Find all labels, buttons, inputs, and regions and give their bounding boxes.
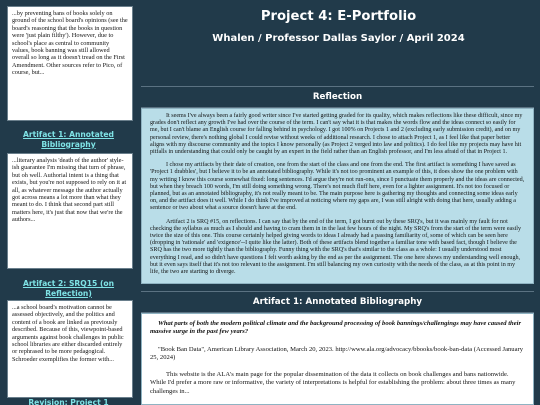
preview-text: ...literary analysis 'death of the author' style-ish guarantee I'm missing that turn of phrase, but oh well. Authorial intent is a thing that exists, but you're not supposed to rely on it at all, as whatever message the author actually got across means a lot more than what they meant to do. I think that second part still matters here, it's just that now that we're the authors... (12, 157, 127, 224)
sidebar (0, 0, 137, 405)
reflection-section (141, 108, 534, 284)
page-subtitle: Whalen / Professor Dallas Saylor / April 2024 (212, 33, 465, 44)
main-content (137, 0, 540, 405)
citation: "Book Ban Data", American Library Association, March 20, 2023. http://www.ala.org/advocacy/bbooks/book-ban-data (Accessed January 25, 2024) (150, 345, 524, 361)
preview-card-artifact-1 (7, 153, 133, 269)
preview-card-project-1 (7, 6, 133, 121)
artifact-1-section (141, 313, 534, 405)
preview-text: ...by preventing bans of books solely on ground of the school board's opinions (see the board's reasoning that the books in question were 'just plain filthy'). However, due to school's place as central to community values, book banning was still allowed overall so long as it doesn't tread on the First Amendment. Other sources refer to Pico, of course, but... (12, 10, 128, 77)
link-revision-project-1[interactable]: Revision: Project 1 (28, 398, 109, 405)
research-question: What parts of both the modern political climate and the background processing of book bannings/challengings may have caused their massive surge in the past few years? (150, 320, 522, 336)
reflection-paragraph-1: It seems I've always been a fairly good writer since I've started getting graded for its quality, which makes reflections like these difficult, since my grades don't reflect any growth I've had over the course of the term. I can't say what it is that makes the words flow and the ideas connect so easily for me, but I can't blame an English course for falling behind in psychology. I got 100% on Projects 1 and 2 (excluding early submission credit), and on my personal review, there's nothing global I could revise without weeks of additional research. I chose to attach Project 1, as I feel like that paper better aligns with my discourse community and the topics I know personally (as Project 2 verged into law and politics). I do feel like my projects may have hit pitfalls in understanding that could only be caught by an expert in the field rather than an English professor, and I'm less afraid of that in Project 1. (150, 113, 523, 156)
reflection-heading: Reflection (141, 86, 534, 108)
page-title: Project 4: E-Portfolio (260, 9, 417, 24)
preview-text: ...a school board's motivation cannot be assessed objectively, and the politics and content of a book are linked as previously described. Because of this, viewpoint-based arguments against book challenges in public school libraries are either discarded entirely or rephrased to be more pedagogical. Schroeder exemplifies the former with... (12, 304, 124, 363)
annotation-text: This website is the ALA's main page for the popular dissemination of the data it collects on book challenges and bans nationwide. While I'd prefer a more raw or informative, the variety of interpretations is helpful for establishing the problem: about three times as many challenges in... (150, 371, 516, 395)
link-artifact-2[interactable]: Artifact 2: SRQ15 (on Reflection) (22, 279, 115, 298)
reflection-paragraph-2: I chose my artifacts by their date of creation, one from the start of the class and one from the end. The first artifact is something I have saved as 'Project 1 drabbles', but I believe it to be an annotated bibliography. While it's not too prominent an example of this, it does show the one problem with my writing I know this course somewhat fixed: long sentences. I'd argue they're not run-ons, since I punctuate them properly and the ideas are connected, but when they breach 100 words, I'm still doing something wrong. There's not much fluff here, even for a lighter assignment. It's not too focused or planned, but as an annotated bibliography, it's not really meant to be. The main purpose here is gathering my thoughts and connecting some ideas early on, and the artifact does it well. While I do think I've improved at noticing where my gaps are, I was still alright with doing that here, usually adding a sentence or two about what a source doesn't have at the end. (150, 162, 525, 212)
link-artifact-1[interactable]: Artifact 1: Annotated Bibliography (23, 130, 114, 149)
reflection-paragraph-3: Artifact 2 is SRQ #15, on reflections. I can say that by the end of the term, I got burnt out by these SRQ's, but it was mainly my fault for not checking the syllabus as much as I should and having to cram them in in the last few hours of the night. My SRQ's from the start of the term were easily twice the size of this one. This course certainly helped giving words to ideas I already had a passing familiarity of, some of which can be seen here (dropping in 'rationale' and 'exigence'--I quite like the latter). Both of these artifacts blend together a familiar tone with based fact, though I believe the SRQ has the two more tightly than the bibliography. Funny thing with the SRQ's that's similar to the class as a whole: I usually understood most everything I read, and so didn't have questions I felt worth asking by the end as per the assignment. The one here shows my understanding well enough, but it even says itself that it's not too relevant to the assignment. I'm still balancing my own curiosity with the needs of the class, as at this point in my life, the two are starting to diverge. (150, 218, 522, 276)
preview-card-artifact-2 (7, 300, 133, 398)
artifact-1-heading: Artifact 1: Annotated Bibliography (141, 291, 534, 313)
